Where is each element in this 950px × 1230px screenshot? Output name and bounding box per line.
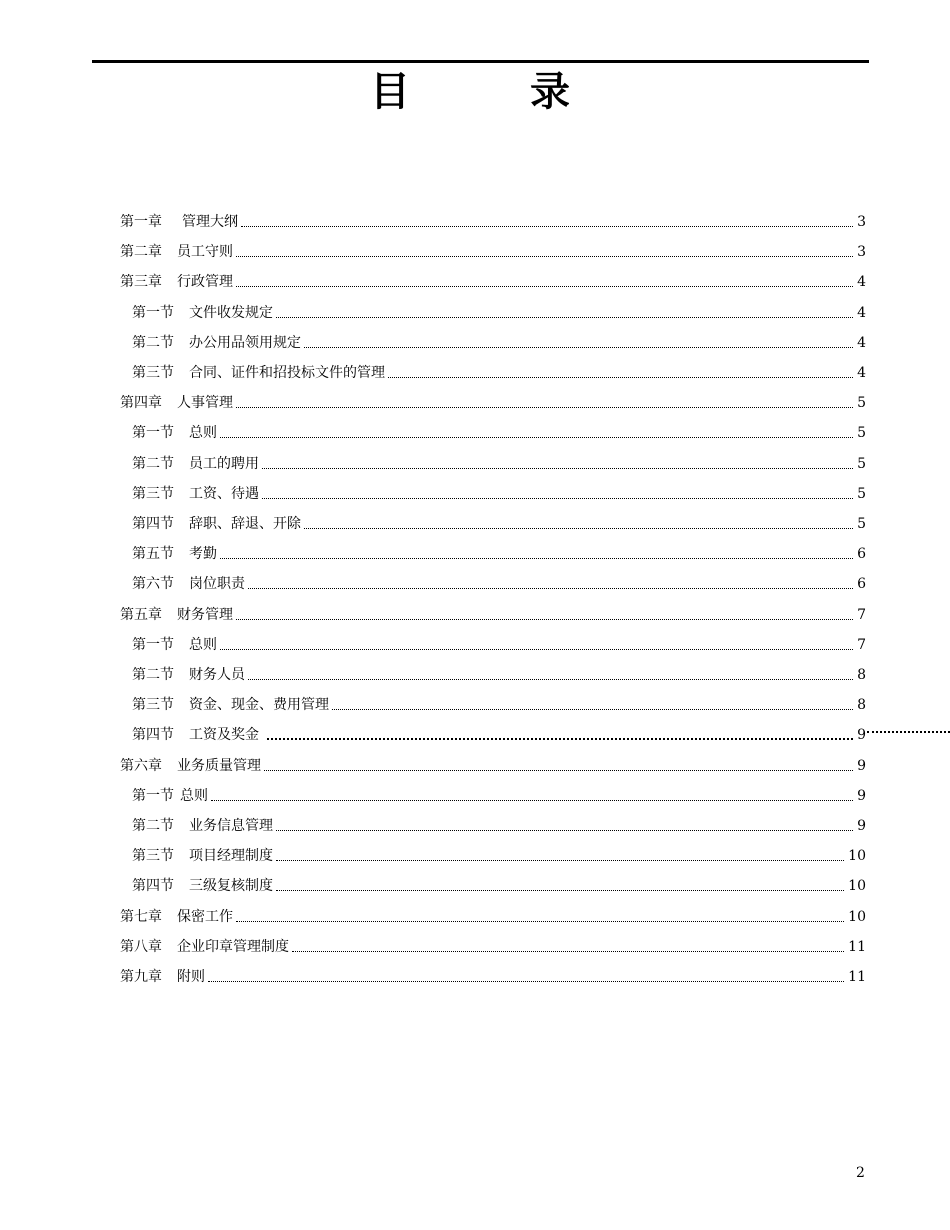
toc-dot-leader (241, 226, 853, 227)
toc-entry-page: 10 (848, 848, 866, 865)
toc-entry-page: 8 (857, 667, 866, 683)
toc-entry-label (132, 847, 273, 865)
toc-entry-number: 第三章 (120, 274, 162, 291)
toc-entry-label (132, 817, 273, 835)
toc-entry-text: 辞职、辞退、开除 (189, 516, 301, 532)
toc-entry-number: 第五节 (132, 546, 174, 563)
toc-entry-text: 总则 (189, 425, 217, 442)
toc-entry-number: 第九章 (120, 969, 162, 985)
toc-entry-text: 企业印章管理制度 (177, 938, 289, 955)
toc-dot-leader (276, 317, 853, 318)
toc-overflow-leader (867, 731, 950, 733)
toc-entry-page: 5 (857, 395, 866, 412)
toc-dot-leader (248, 588, 853, 589)
toc-entry-text: 业务信息管理 (189, 818, 273, 834)
toc-entry-number: 第二节 (132, 334, 174, 351)
toc-entry-label (132, 666, 245, 684)
toc-entry-number: 第一节 (132, 636, 174, 653)
toc-entry-page: 10 (848, 878, 866, 895)
toc-entry[interactable] (132, 296, 866, 322)
toc-entry[interactable] (120, 386, 866, 412)
toc-entry-number: 第一章 (120, 214, 162, 230)
toc-entry-page: 5 (857, 516, 866, 532)
toc-entry-page: 8 (857, 697, 866, 714)
toc-dot-leader (264, 770, 853, 771)
toc-dot-leader (211, 800, 853, 801)
toc-entry[interactable] (120, 749, 866, 775)
toc-entry[interactable] (120, 930, 866, 956)
toc-entry-text: 文件收发规定 (189, 304, 273, 321)
toc-entry[interactable] (120, 598, 866, 624)
toc-entry[interactable] (132, 507, 866, 533)
toc-entry-number: 第六章 (120, 757, 162, 774)
toc-entry-text: 附则 (177, 969, 205, 985)
toc-entry-number: 第二章 (120, 244, 162, 261)
toc-entry[interactable] (132, 567, 866, 593)
toc-entry-label (132, 877, 273, 895)
toc-dot-leader (276, 890, 844, 891)
toc-dot-leader (236, 619, 853, 620)
toc-entry-label (132, 515, 301, 533)
toc-entry[interactable] (132, 718, 866, 744)
toc-dot-leader (332, 709, 853, 710)
toc-entry-label (132, 696, 329, 714)
toc-dot-leader (292, 951, 844, 952)
toc-entry[interactable] (120, 265, 866, 291)
toc-entry-text: 考勤 (189, 546, 217, 563)
toc-entry-label (120, 908, 233, 926)
toc-dot-leader (262, 498, 853, 499)
toc-entry[interactable] (132, 869, 866, 895)
toc-dot-leader (220, 437, 853, 438)
page-number: 2 (856, 1165, 865, 1181)
toc-entry-label (132, 636, 217, 654)
toc-entry-label (132, 485, 259, 503)
toc-entry-text: 合同、证件和招投标文件的管理 (189, 365, 385, 381)
toc-dot-leader (208, 981, 844, 982)
toc-entry-page: 10 (848, 908, 866, 925)
toc-entry[interactable] (120, 900, 866, 926)
toc-entry-label (132, 545, 217, 563)
toc-dot-leader (276, 830, 853, 831)
toc-entry-page: 3 (857, 214, 866, 230)
toc-entry-label (120, 243, 233, 261)
header-rule (92, 60, 869, 63)
toc-entry-page: 11 (848, 938, 866, 955)
toc-dot-leader (220, 558, 853, 559)
toc-dot-leader (220, 649, 853, 650)
toc-entry-page: 4 (857, 304, 866, 321)
toc-entry[interactable] (132, 628, 866, 654)
toc-entry-text: 员工守则 (177, 244, 233, 261)
toc-entry[interactable] (132, 416, 866, 442)
toc-entry[interactable] (132, 477, 866, 503)
toc-entry-number: 第二节 (132, 667, 174, 683)
toc-entry-page: 9 (857, 787, 866, 804)
toc-entry-label (120, 606, 233, 624)
toc-entry[interactable] (132, 356, 866, 382)
toc-entry-label (132, 455, 259, 473)
toc-entry-page: 5 (857, 455, 866, 472)
toc-entry-label (132, 334, 301, 352)
toc-entry-label (120, 394, 233, 412)
toc-entry-number: 第六节 (132, 576, 174, 593)
toc-entry-label (132, 424, 217, 442)
toc-entry-label (120, 938, 289, 956)
toc-entry-text: 工资及奖金 (189, 727, 259, 744)
toc-entry-number: 第四章 (120, 395, 162, 412)
toc-entry[interactable] (132, 839, 866, 865)
toc-entry[interactable] (120, 205, 866, 231)
toc-entry-page: 6 (857, 546, 866, 563)
toc-entry[interactable] (132, 809, 866, 835)
toc-entry-text: 员工的聘用 (189, 455, 259, 472)
toc-entry[interactable] (132, 658, 866, 684)
toc-entry-number: 第八章 (120, 938, 162, 955)
toc-entry-label (120, 273, 233, 291)
toc-entry-label (120, 757, 261, 775)
toc-entry-text: 三级复核制度 (189, 878, 273, 895)
toc-entry-label (120, 968, 205, 986)
toc-entry-page: 4 (857, 365, 866, 381)
toc-dot-leader (276, 860, 844, 861)
toc-entry-page: 7 (857, 636, 866, 653)
toc-entry-page: 5 (857, 485, 866, 502)
toc-entry-page: 5 (857, 425, 866, 442)
toc-dot-leader (236, 256, 853, 257)
toc-entry-page: 9 (857, 818, 866, 834)
toc-entry-number: 第二节 (132, 818, 174, 834)
toc-entry-number: 第四节 (132, 878, 174, 895)
toc-entry-number: 第一节 (132, 304, 174, 321)
toc-entry-number: 第三节 (132, 848, 174, 865)
toc-entry-text: 总则 (189, 636, 217, 653)
toc-entry-label (120, 213, 238, 231)
toc-entry-text: 岗位职责 (189, 576, 245, 593)
toc-entry-text: 总则 (180, 787, 208, 804)
toc-entry-text: 人事管理 (177, 395, 233, 412)
toc-entry-label (132, 575, 245, 593)
toc-entry-number: 第一节 (132, 787, 174, 804)
toc-entry-label (132, 304, 273, 322)
toc-entry[interactable] (132, 779, 866, 805)
toc-entry-page: 3 (857, 244, 866, 261)
toc-entry[interactable] (132, 688, 866, 714)
toc-entry-number: 第三节 (132, 485, 174, 502)
toc-entry-text: 项目经理制度 (189, 848, 273, 865)
toc-entry-page: 11 (848, 969, 866, 985)
toc-entry-number: 第三节 (132, 365, 174, 381)
toc-entry-page: 9 (857, 757, 866, 774)
toc-dot-leader (236, 921, 844, 922)
toc-entry-number: 第二节 (132, 455, 174, 472)
toc-entry[interactable] (132, 447, 866, 473)
toc-entry[interactable] (120, 235, 866, 261)
toc-entry-page: 6 (857, 576, 866, 593)
toc-entry-text: 办公用品领用规定 (189, 334, 301, 351)
toc-dot-leader (304, 347, 853, 348)
toc-entry-number: 第三节 (132, 697, 174, 714)
toc-entry-number: 第七章 (120, 908, 162, 925)
toc-entry-number: 第四节 (132, 727, 174, 744)
toc-entry[interactable] (120, 960, 866, 986)
toc-entry-text: 财务管理 (177, 606, 233, 623)
toc-dot-leader (267, 738, 853, 740)
toc-entry-text: 行政管理 (177, 274, 233, 291)
toc-entry-label (132, 787, 208, 805)
toc-dot-leader (388, 377, 853, 378)
toc-entry-label (132, 726, 259, 744)
toc-entry[interactable] (132, 326, 866, 352)
toc-dot-leader (262, 468, 853, 469)
toc-dot-leader (236, 407, 853, 408)
toc-entry-text: 工资、待遇 (189, 485, 259, 502)
toc-entry-text: 资金、现金、费用管理 (189, 697, 329, 714)
toc-entry-number: 第四节 (132, 516, 174, 532)
toc-entry-text: 业务质量管理 (177, 757, 261, 774)
toc-entry-text: 财务人员 (189, 667, 245, 683)
toc-entry-number: 第一节 (132, 425, 174, 442)
toc-entry-page: 9 (857, 727, 866, 744)
toc-entry-page: 7 (857, 606, 866, 623)
toc-entry-page: 4 (857, 274, 866, 291)
toc-entry-text: 管理大纲 (182, 214, 238, 230)
toc-entry-text: 保密工作 (177, 908, 233, 925)
toc-dot-leader (248, 679, 853, 680)
toc-entry[interactable] (132, 537, 866, 563)
page-title: 目 录 (370, 69, 610, 115)
toc-dot-leader (236, 286, 853, 287)
toc-entry-label (132, 364, 385, 382)
toc-entry-number: 第五章 (120, 606, 162, 623)
toc-entry-page: 4 (857, 334, 866, 351)
toc-dot-leader (304, 528, 853, 529)
